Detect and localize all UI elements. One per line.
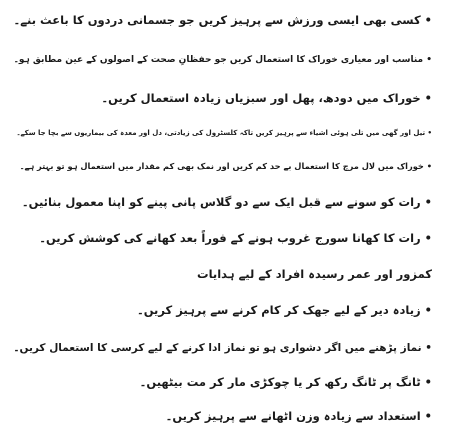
list-item: • زیادہ دیر کے لیے جھک کر کام کرنے سے پرہیز کریں۔ bbox=[136, 303, 432, 317]
section-heading: کمزور اور عمر رسیدہ افراد کے لیے ہدایات bbox=[197, 267, 432, 281]
list-item: • رات کو سونے سے قبل ایک سے دو گلاس پانی پینے کو اپنا معمول بنائیں۔ bbox=[21, 195, 432, 209]
list-item: • خوراک میں لال مرچ کا استعمال بے حد کم کریں اور نمک بھی کم مقدار میں استعمال ہو تو بہتر ہے۔ bbox=[19, 161, 432, 171]
list-item: • مناسب اور معیاری خوراک کا استعمال کریں جو حفظانِ صحت کے اصولوں کے عین مطابق ہو۔ bbox=[13, 55, 432, 65]
list-item: • نماز پڑھنے میں اگر دشواری ہو تو نماز ادا کرنے کے لیے کرسی کا استعمال کریں۔ bbox=[13, 342, 432, 354]
list-item: • کسی بھی ایسی ورزش سے پرہیز کریں جو جسمانی دردوں کا باعث بنے۔ bbox=[13, 13, 432, 27]
list-item: • تیل اور گھی میں تلی ہوئی اشیاء سے پرہیز کریں تاکہ کلسٹرول کی زیادتی، دل اور معدہ کی بیماریوں سے بچا جا سکے۔ bbox=[16, 129, 432, 137]
list-item: • رات کا کھانا سورج غروب ہونے کے فوراً بعد کھانے کی کوشش کریں۔ bbox=[39, 231, 432, 245]
list-item: • ٹانگ پر ٹانگ رکھ کر یا چوکڑی مار کر مت بیٹھیں۔ bbox=[139, 375, 432, 389]
list-item: • استعداد سے زیادہ وزن اٹھانے سے پرہیز کریں۔ bbox=[165, 409, 432, 423]
list-item: • خوراک میں دودھ، پھل اور سبزیاں زیادہ استعمال کریں۔ bbox=[101, 91, 432, 105]
